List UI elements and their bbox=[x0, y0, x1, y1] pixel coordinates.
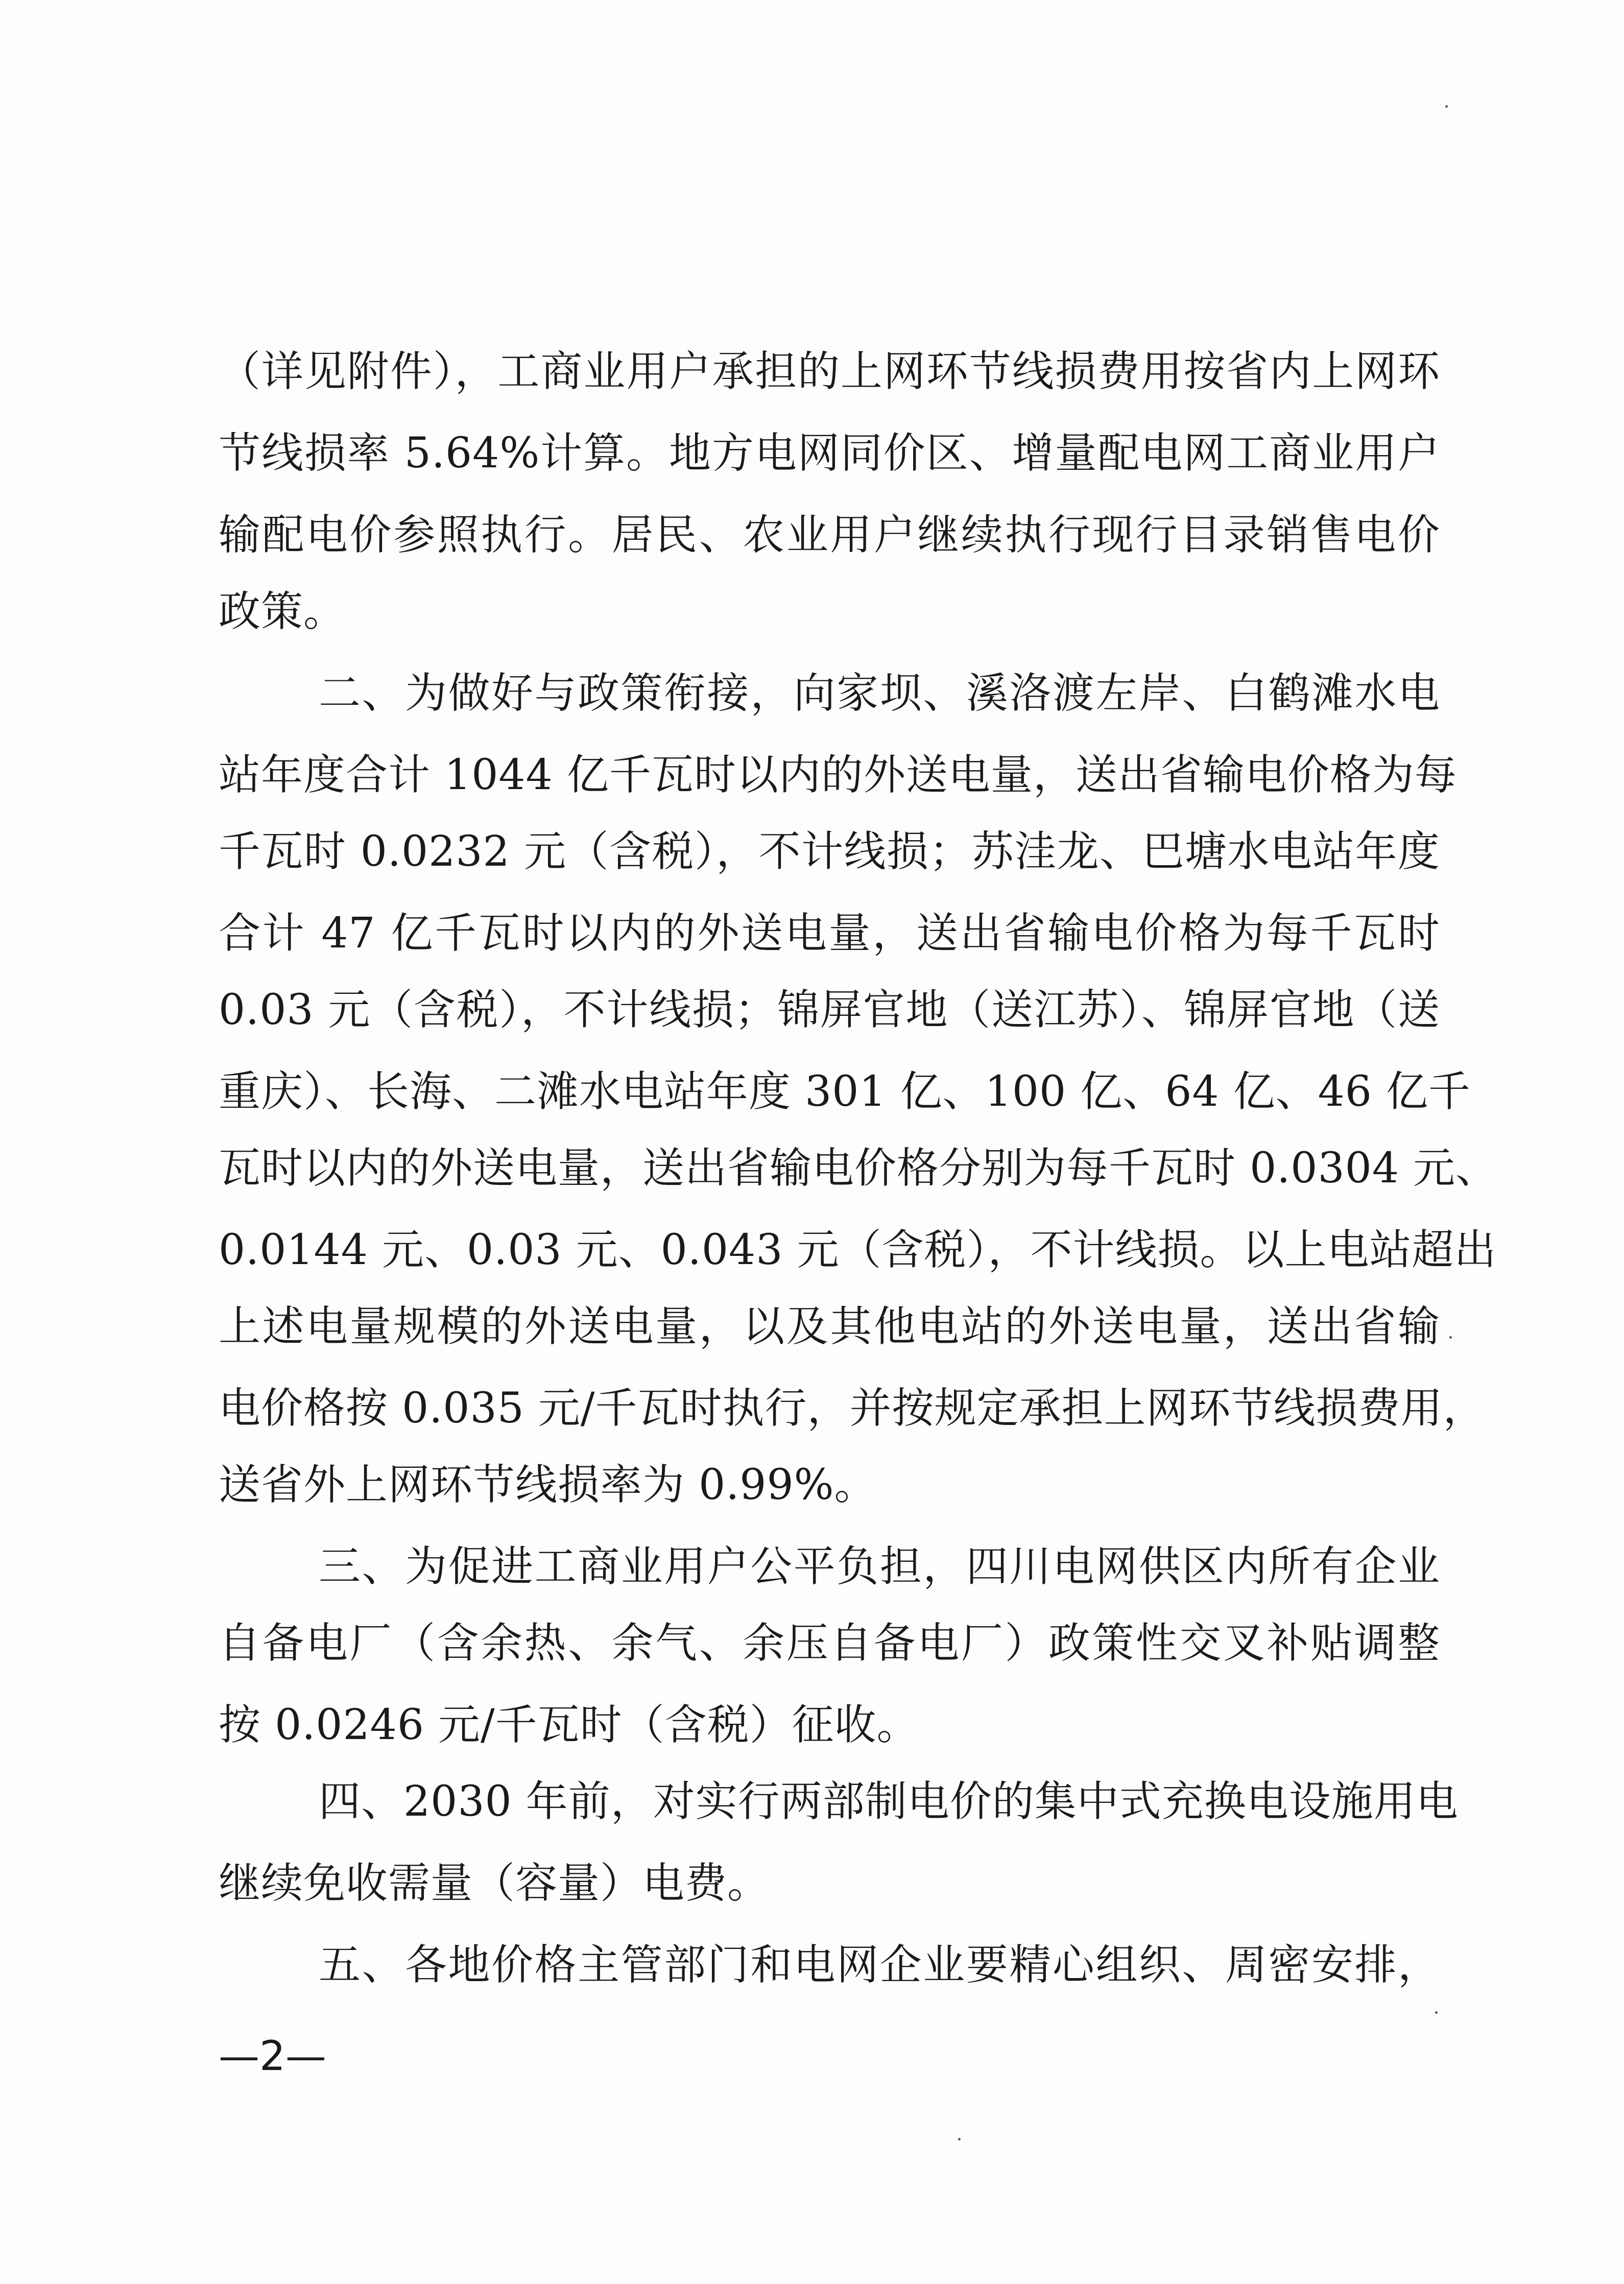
paragraph-4-start: 四、2030 年前，对实行两部制电价的集中式充换电设施用电 bbox=[319, 1777, 1459, 1826]
text-line: 输配电价参照执行。居民、农业用户继续执行现行目录销售电价 bbox=[219, 511, 1440, 559]
text-line: 0.03 元（含税），不计线损；锦屏官地（送江苏）、锦屏官地（送 bbox=[219, 986, 1440, 1034]
text-line: 继续免收需量（容量）电费。 bbox=[219, 1859, 770, 1908]
scan-speck bbox=[1449, 1336, 1452, 1339]
text-line: 千瓦时 0.0232 元（含税），不计线损；苏洼龙、巴塘水电站年度 bbox=[219, 827, 1440, 876]
text-line: 0.0144 元、0.03 元、0.043 元（含税），不计线损。以上电站超出 bbox=[219, 1226, 1497, 1274]
text-line: 政策。 bbox=[219, 587, 346, 636]
text-line: 自备电厂（含余热、余气、余压自备电厂）政策性交叉补贴调整 bbox=[219, 1619, 1440, 1668]
paragraph-3-start: 三、为促进工商业用户公平负担，四川电网供区内所有企业 bbox=[319, 1542, 1440, 1591]
text-line: 电价格按 0.035 元/千瓦时执行，并按规定承担上网环节线损费用， bbox=[219, 1384, 1486, 1433]
text-line: 瓦时以内的外送电量，送出省输电价格分别为每千瓦时 0.0304 元、 bbox=[219, 1144, 1498, 1193]
scan-speck bbox=[1435, 2011, 1438, 2014]
text-line: 站年度合计 1044 亿千瓦时以内的外送电量，送出省输电价格为每 bbox=[219, 751, 1457, 799]
scan-speck bbox=[1445, 105, 1448, 108]
scan-speck bbox=[958, 2138, 961, 2140]
text-line: （详见附件），工商业用户承担的上网环节线损费用按省内上网环 bbox=[219, 347, 1440, 396]
paragraph-5-start: 五、各地价格主管部门和电网企业要精心组织、周密安排， bbox=[319, 1941, 1440, 1989]
page-number: —2— bbox=[219, 2032, 326, 2080]
text-line: 按 0.0246 元/千瓦时（含税）征收。 bbox=[219, 1701, 919, 1749]
text-line: 送省外上网环节线损率为 0.99%。 bbox=[219, 1461, 877, 1509]
text-line: 合计 47 亿千瓦时以内的外送电量，送出省输电价格为每千瓦时 bbox=[219, 909, 1440, 958]
text-line: 上述电量规模的外送电量，以及其他电站的外送电量，送出省输 bbox=[219, 1302, 1440, 1351]
paragraph-2-start: 二、为做好与政策衔接，向家坝、溪洛渡左岸、白鹤滩水电 bbox=[319, 669, 1440, 718]
text-line: 重庆）、长海、二滩水电站年度 301 亿、100 亿、64 亿、46 亿千 bbox=[219, 1067, 1471, 1116]
text-line: 节线损率 5.64%计算。地方电网同价区、增量配电网工商业用户 bbox=[219, 429, 1440, 478]
